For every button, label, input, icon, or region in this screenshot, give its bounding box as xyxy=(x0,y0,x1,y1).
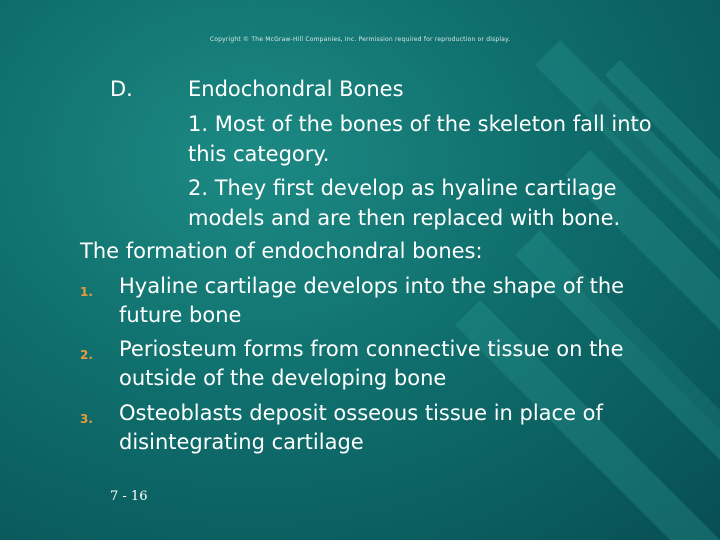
formation-title: The formation of endochondral bones: xyxy=(80,239,483,263)
point-line: 2. They first develop as hyaline cartilage xyxy=(188,176,617,200)
section-heading: Endochondral Bones xyxy=(188,77,404,101)
point-line: 1. Most of the bones of the skeleton fall into xyxy=(188,112,652,136)
copyright-notice: Copyright © The McGraw-Hill Companies, Inc. Permission required for reproduction or display. xyxy=(209,36,511,43)
step-line: Hyaline cartilage develops into the shape of the xyxy=(119,274,625,298)
step-number: 2. xyxy=(80,348,93,362)
step-number: 1. xyxy=(80,285,93,299)
slide-number: 7 - 16 xyxy=(110,489,148,504)
step-number: 3. xyxy=(80,412,93,426)
section-letter: D. xyxy=(110,77,133,101)
step-line: outside of the developing bone xyxy=(119,366,447,390)
step-line: Periosteum forms from connective tissue on the xyxy=(119,337,624,361)
point-line: this category. xyxy=(188,142,330,166)
step-line: future bone xyxy=(119,303,242,327)
point-line: models and are then replaced with bone. xyxy=(188,206,621,230)
step-line: Osteoblasts deposit osseous tissue in place of xyxy=(119,401,603,425)
step-line: disintegrating cartilage xyxy=(119,430,364,454)
